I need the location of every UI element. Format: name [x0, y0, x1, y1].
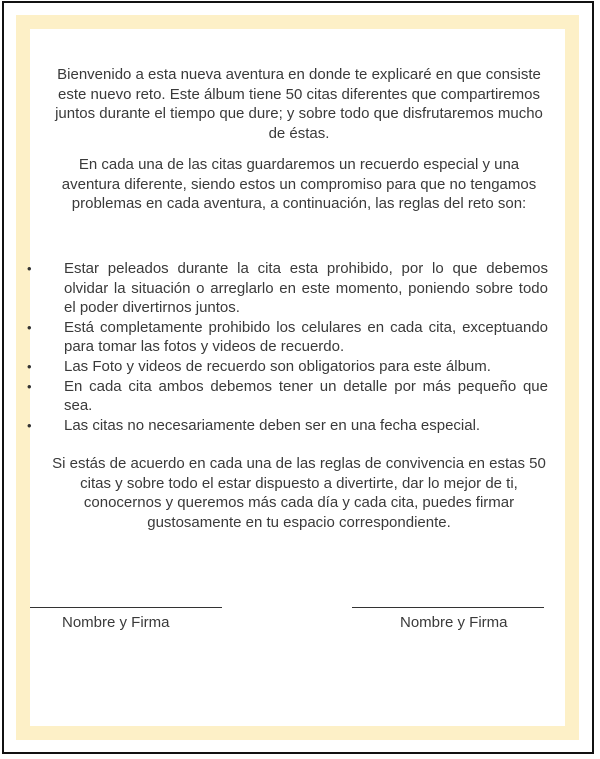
rule-item: • Está completamente prohibido los celulares en cada cita, exceptuando para tomar las fotos y videos de recuerdo. [30, 318, 548, 357]
rules-list [30, 259, 548, 435]
rule-item: • En cada cita ambos debemos tener un detalle por más pequeño que sea. [30, 377, 548, 416]
rule-item: • Las Foto y videos de recuerdo son obligatorios para este álbum. [30, 357, 548, 377]
rule-item: • Las citas no necesariamente deben ser en una fecha especial. [30, 416, 548, 436]
decorative-frame [16, 15, 579, 740]
signature-label-left: Nombre y Firma [62, 614, 170, 631]
rules-intro-paragraph: En cada una de las citas guardaremos un recuerdo especial y una aventura diferente, siendo estos un compromiso para que no tengamos problemas en cada aventura, a continuación, las reglas del reto son: [61, 156, 537, 213]
page [2, 1, 594, 754]
rule-item: • Estar peleados durante la cita esta prohibido, por lo que debemos olvidar la situación o arreglarlo en este momento, poniendo sobre todo el poder divertirnos juntos. [30, 259, 548, 318]
closing-paragraph: Si estás de acuerdo en cada una de las reglas de convivencia en estas 50 citas y sobre todo el estar dispuesto a divertirte, dar lo mejor de ti, conocernos y queremos más cada día y cada cita, puedes firmar gustosamente en tu espacio correspondiente. [52, 455, 546, 531]
signature-line-left[interactable] [30, 607, 222, 608]
signature-line-right[interactable] [352, 607, 544, 608]
intro-paragraph: Bienvenido a esta nueva aventura en donde te explicaré en que consiste este nuevo reto. Este álbum tiene 50 citas diferentes que compartiremos juntos durante el tiempo que dure; y sobre todo que disfrutaremos mucho de éstas. [55, 66, 543, 142]
signature-label-right: Nombre y Firma [400, 614, 508, 631]
